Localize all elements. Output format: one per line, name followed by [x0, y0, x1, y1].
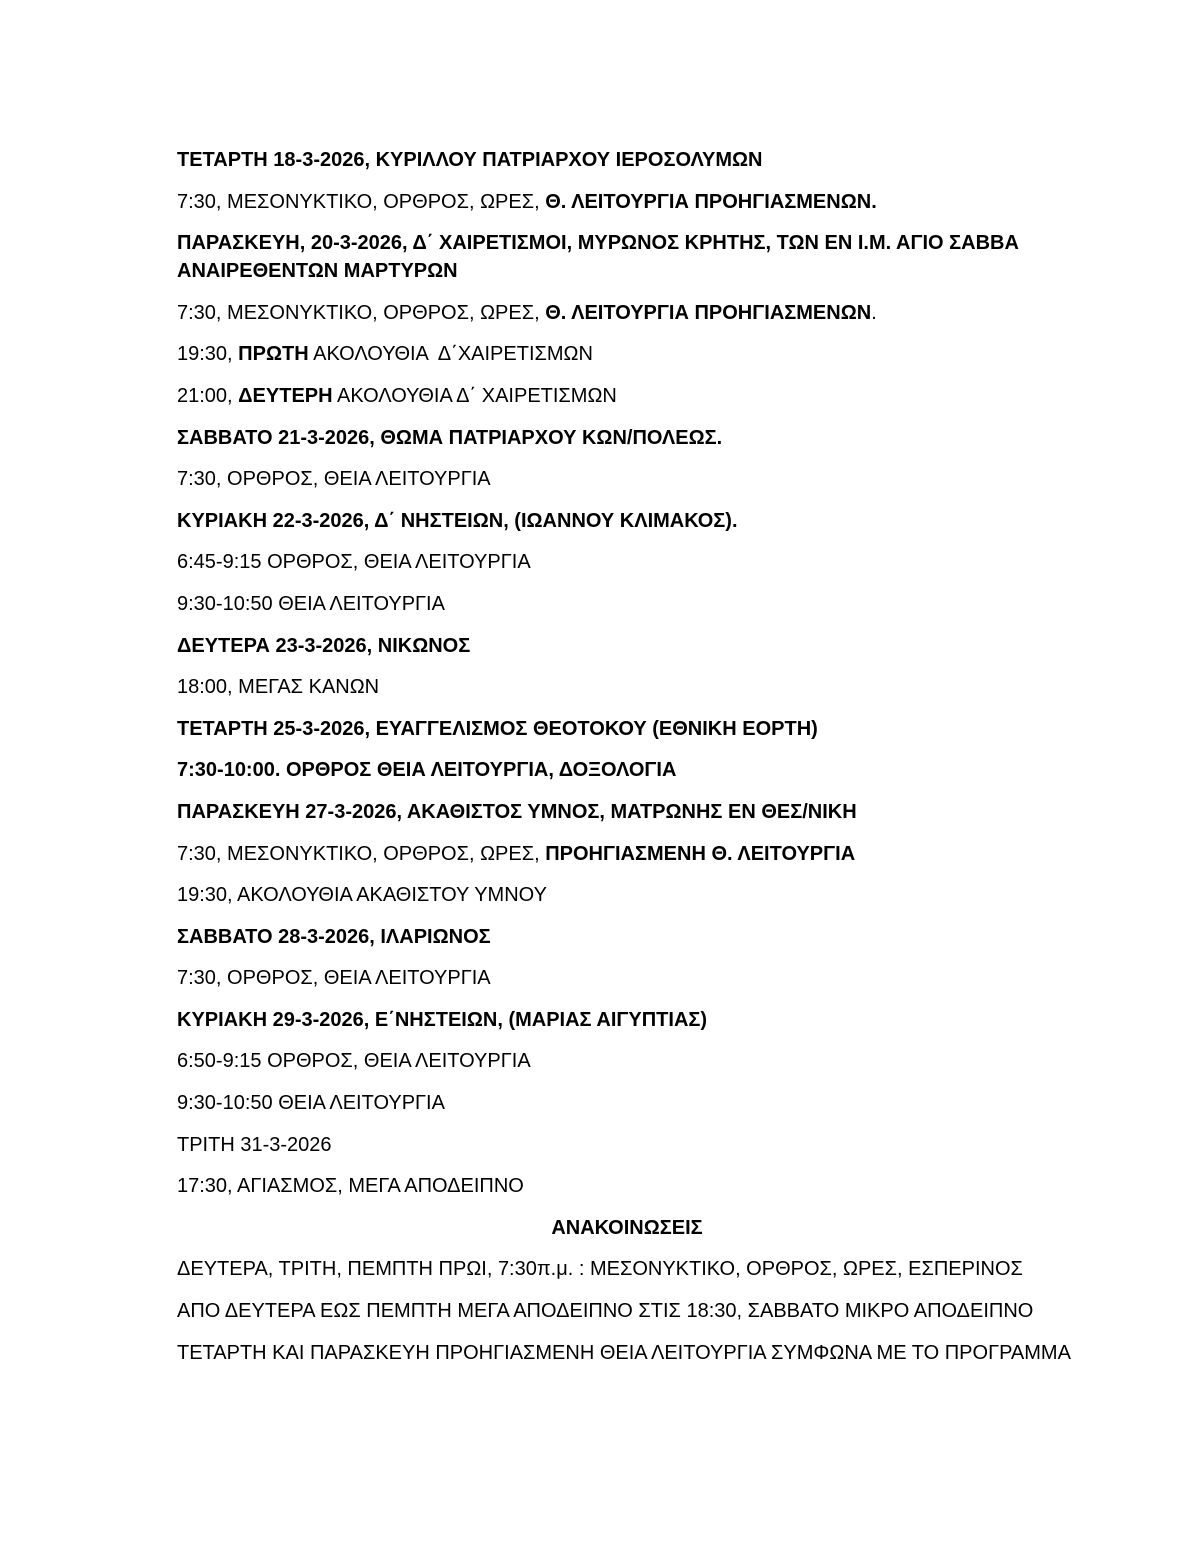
service-line: 7:30, ΟΡΘΡΟΣ, ΘΕΙΑ ΛΕΙΤΟΥΡΓΙΑ [177, 967, 491, 990]
service-line [177, 840, 1077, 868]
service-emphasis: ΔΕΥΤΕΡΗ [238, 384, 333, 407]
service-time-text: 7:30, ΜΕΣΟΝΥΚΤΙΚΟ, ΟΡΘΡΟΣ, ΩΡΕΣ, [177, 842, 546, 865]
service-suffix: . [871, 301, 877, 324]
day-heading: ΣΑΒΒΑΤΟ 21-3-2026, ΘΩΜΑ ΠΑΤΡΙΑΡΧΟΥ ΚΩΝ/ΠΟΛΕΩΣ. [177, 426, 723, 449]
service-suffix: ΑΚΟΛΟΥΘΙΑ Δ΄ ΧΑΙΡΕΤΙΣΜΩΝ [332, 384, 617, 407]
service-time-text: 21:00, [177, 384, 239, 407]
service-suffix: ΑΚΟΛΟΥΘΙΑ Δ΄ΧΑΙΡΕΤΙΣΜΩΝ [308, 343, 593, 366]
announcement-item: ΤΕΤΑΡΤΗ ΚΑΙ ΠΑΡΑΣΚΕΥΗ ΠΡΟΗΓΙΑΣΜΕΝΗ ΘΕΙΑ ΛΕΙΤΟΥΡΓΙΑ ΣΥΜΦΩΝΑ ΜΕ ΤΟ ΠΡΟΓΡΑΜΜΑ [177, 1341, 1071, 1364]
day-heading: ΣΑΒΒΑΤΟ 28-3-2026, ΙΛΑΡΙΩΝΟΣ [177, 925, 491, 948]
service-line [177, 299, 1077, 327]
day-heading: ΔΕΥΤΕΡΑ 23-3-2026, ΝΙΚΩΝΟΣ [177, 634, 471, 657]
service-time-text: 7:30, ΜΕΣΟΝΥΚΤΙΚΟ, ΟΡΘΡΟΣ, ΩΡΕΣ, [177, 301, 546, 324]
service-time-text: 7:30, ΜΕΣΟΝΥΚΤΙΚΟ, ΟΡΘΡΟΣ, ΩΡΕΣ, [177, 190, 546, 213]
service-line [177, 382, 1077, 410]
service-line [177, 340, 1077, 368]
day-heading: ΚΥΡΙΑΚΗ 22-3-2026, Δ΄ ΝΗΣΤΕΙΩΝ, (ΙΩΑΝΝΟΥ ΚΛΙΜΑΚΟΣ). [177, 509, 738, 532]
announcement-item: ΔΕΥΤΕΡΑ, ΤΡΙΤΗ, ΠΕΜΠΤΗ ΠΡΩΙ, 7:30π.μ. : ΜΕΣΟΝΥΚΤΙΚΟ, ΟΡΘΡΟΣ, ΩΡΕΣ, ΕΣΠΕΡΙΝΟΣ [177, 1258, 1023, 1281]
service-line: 18:00, ΜΕΓΑΣ ΚΑΝΩΝ [177, 676, 380, 699]
service-emphasis: ΠΡΩΤΗ [238, 343, 309, 366]
day-heading: ΠΑΡΑΣΚΕΥΗ 27-3-2026, ΑΚΑΘΙΣΤΟΣ ΥΜΝΟΣ, ΜΑΤΡΩΝΗΣ ΕΝ ΘΕΣ/ΝΙΚΗ [177, 800, 857, 823]
service-line: 17:30, ΑΓΙΑΣΜΟΣ, ΜΕΓΑ ΑΠΟΔΕΙΠΝΟ [177, 1175, 524, 1198]
service-time-text: 19:30, [177, 343, 239, 366]
day-heading: ΠΑΡΑΣΚΕΥΗ, 20-3-2026, Δ΄ ΧΑΙΡΕΤΙΣΜΟΙ, ΜΥΡΩΝΟΣ ΚΡΗΤΗΣ, ΤΩΝ ΕΝ Ι.Μ. ΑΓΙΟ ΣΑΒΒΑ ΑΝΑΙΡΕΘΕΝΤΩΝ ΜΑΡΤΥΡΩΝ [177, 232, 1024, 283]
day-heading: ΤΡΙΤΗ 31-3-2026 [177, 1133, 332, 1156]
service-line [177, 188, 1077, 216]
service-emphasis: Θ. ΛΕΙΤΟΥΡΓΙΑ ΠΡΟΗΓΙΑΣΜΕΝΩΝ. [545, 190, 877, 213]
day-heading: ΤΕΤΑΡΤΗ 25-3-2026, ΕΥΑΓΓΕΛΙΣΜΟΣ ΘΕΟΤΟΚΟΥ (ΕΘΝΙΚΗ ΕΟΡΤΗ) [177, 717, 818, 740]
document-body [177, 146, 1077, 1380]
day-heading: ΤΕΤΑΡΤΗ 18-3-2026, ΚΥΡΙΛΛΟΥ ΠΑΤΡΙΑΡΧΟΥ ΙΕΡΟΣΟΛΥΜΩΝ [177, 149, 763, 171]
service-emphasis: Θ. ΛΕΙΤΟΥΡΓΙΑ ΠΡΟΗΓΙΑΣΜΕΝΩΝ [545, 301, 872, 324]
announcements-title: ΑΝΑΚΟΙΝΩΣΕΙΣ [551, 1216, 703, 1239]
service-line: 9:30-10:50 ΘΕΙΑ ΛΕΙΤΟΥΡΓΙΑ [177, 1092, 445, 1115]
service-line: 7:30-10:00. ΟΡΘΡΟΣ ΘΕΙΑ ΛΕΙΤΟΥΡΓΙΑ, ΔΟΞΟΛΟΓΙΑ [177, 759, 677, 782]
announcement-item: ΑΠΟ ΔΕΥΤΕΡΑ ΕΩΣ ΠΕΜΠΤΗ ΜΕΓΑ ΑΠΟΔΕΙΠΝΟ ΣΤΙΣ 18:30, ΣΑΒΒΑΤΟ ΜΙΚΡΟ ΑΠΟΔΕΙΠΝΟ [177, 1300, 1034, 1323]
day-heading: ΚΥΡΙΑΚΗ 29-3-2026, Ε΄ΝΗΣΤΕΙΩΝ, (ΜΑΡΙΑΣ ΑΙΓΥΠΤΙΑΣ) [177, 1008, 708, 1031]
service-line: 6:45-9:15 ΟΡΘΡΟΣ, ΘΕΙΑ ΛΕΙΤΟΥΡΓΙΑ [177, 551, 531, 574]
service-line: 19:30, ΑΚΟΛΟΥΘΙΑ ΑΚΑΘΙΣΤΟΥ ΥΜΝΟΥ [177, 884, 547, 907]
service-line: 6:50-9:15 ΟΡΘΡΟΣ, ΘΕΙΑ ΛΕΙΤΟΥΡΓΙΑ [177, 1050, 531, 1073]
service-emphasis: ΠΡΟΗΓΙΑΣΜΕΝΗ Θ. ΛΕΙΤΟΥΡΓΙΑ [545, 842, 856, 865]
service-line: 7:30, ΟΡΘΡΟΣ, ΘΕΙΑ ΛΕΙΤΟΥΡΓΙΑ [177, 468, 491, 491]
service-line: 9:30-10:50 ΘΕΙΑ ΛΕΙΤΟΥΡΓΙΑ [177, 592, 445, 615]
